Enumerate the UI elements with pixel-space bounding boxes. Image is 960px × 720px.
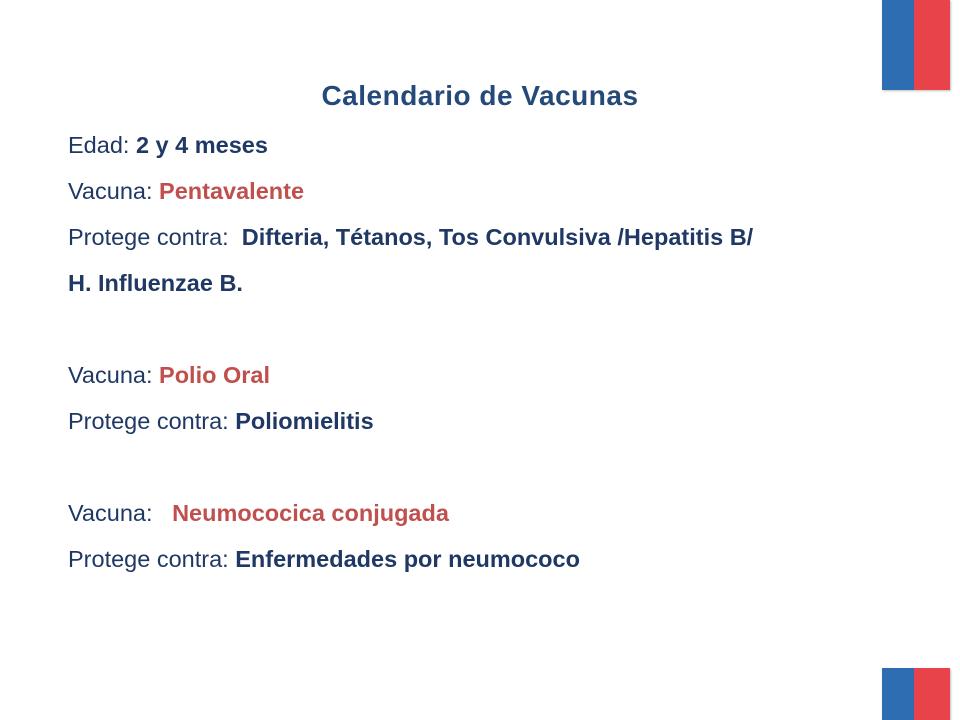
- protects-value: Poliomielitis: [235, 408, 374, 434]
- protects-value: Difteria, Tétanos, Tos Convulsiva /Hepatitis B/: [241, 224, 754, 250]
- vaccine-name: Neumococica conjugada: [172, 500, 449, 526]
- protects-label: Protege contra:: [68, 408, 236, 434]
- flag-red-stripe: [914, 668, 950, 720]
- protects-line-pentavalente: [68, 214, 868, 260]
- spacer: [68, 306, 868, 352]
- protects-value: Enfermedades por neumococo: [235, 546, 580, 572]
- protects-label: Protege contra:: [68, 546, 236, 572]
- vaccine-schedule-text: [68, 122, 868, 582]
- spacer: [68, 444, 868, 490]
- protects-line-pentavalente-continued: [68, 260, 868, 306]
- vaccine-line-pentavalente: [68, 168, 868, 214]
- vaccine-line-neumococica: [68, 490, 868, 536]
- flag-blue-stripe: [882, 668, 914, 720]
- age-label: Edad:: [68, 132, 136, 158]
- vaccine-label: Vacuna:: [68, 362, 160, 388]
- chile-flag-stripe-bottom: [882, 668, 950, 720]
- protects-line-neumococica: [68, 536, 868, 582]
- flag-red-stripe: [914, 0, 950, 90]
- vaccine-label: Vacuna:: [68, 500, 173, 526]
- vaccine-name: Polio Oral: [159, 362, 271, 388]
- protects-line-polio: [68, 398, 868, 444]
- protects-value-continued: H. Influenzae B.: [68, 270, 243, 296]
- age-line: [68, 122, 868, 168]
- vaccine-line-polio: [68, 352, 868, 398]
- vaccine-label: Vacuna:: [68, 178, 160, 204]
- flag-blue-stripe: [882, 0, 914, 90]
- chile-flag-stripe-top: [882, 0, 950, 90]
- age-value: 2 y 4 meses: [135, 132, 268, 158]
- protects-label: Protege contra:: [68, 224, 242, 250]
- slide-title: Calendario de Vacunas: [321, 80, 639, 111]
- vaccine-name: Pentavalente: [159, 178, 305, 204]
